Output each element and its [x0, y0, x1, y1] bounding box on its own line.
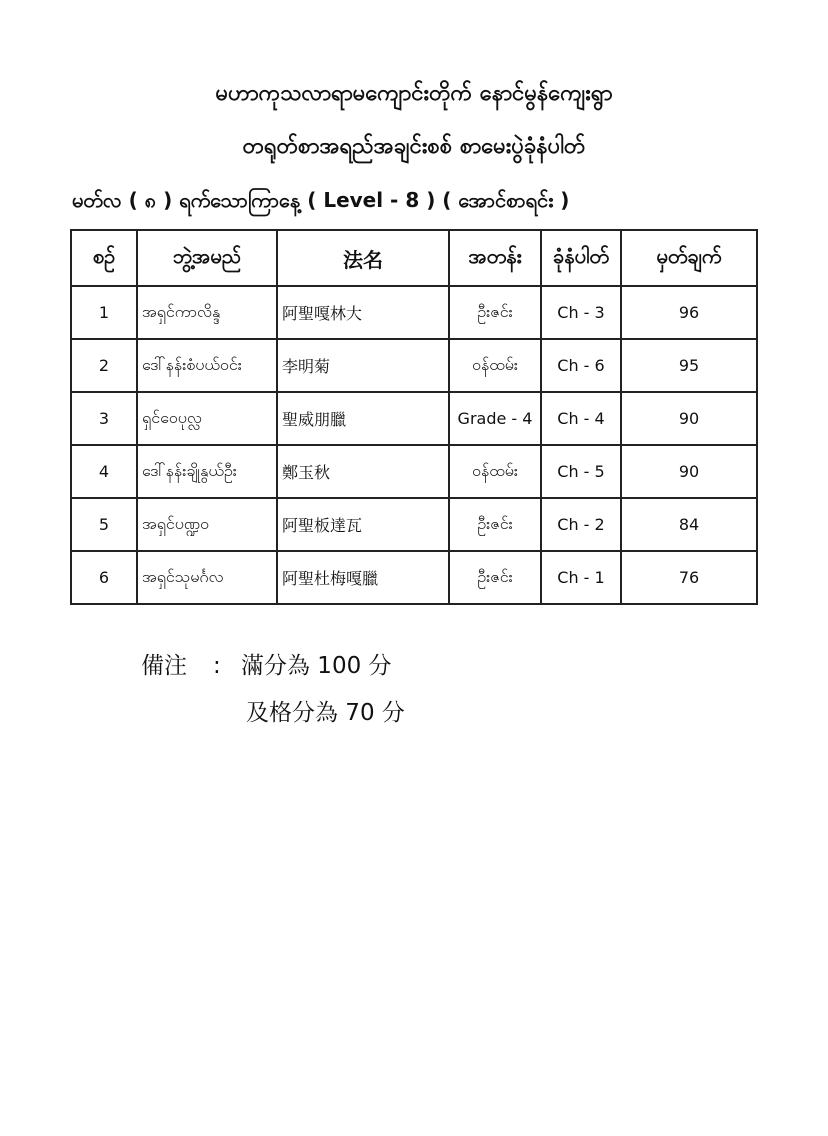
table-row [71, 551, 757, 604]
note-passing-score: 及格分為 70 分 [246, 700, 405, 726]
row-seat: Ch - 4 [541, 392, 621, 445]
row-name-myanmar: ဒေါ်နန်းစံပယ်ဝင်း [137, 339, 277, 392]
row-name-myanmar: အရှင်သုမင်္ဂလ [137, 551, 277, 604]
document-subtitle-title: တရုတ်စာအရည်အချင်းစစ် စာမေးပွဲခုံနံပါတ် [242, 134, 586, 159]
results-table [70, 229, 758, 605]
row-mark: 90 [621, 445, 757, 498]
row-mark: 76 [621, 551, 757, 604]
row-name-myanmar: ဒေါ်နန်းချိုနွယ်ဦး [137, 445, 277, 498]
row-name-chinese: 阿聖嘎林大 [277, 286, 449, 339]
header-title-name: ဘွဲ့အမည် [137, 230, 277, 286]
row-class: ဦးဇင်း [449, 498, 541, 551]
row-mark: 84 [621, 498, 757, 551]
row-class: ဦးဇင်း [449, 551, 541, 604]
row-number: 5 [71, 498, 137, 551]
row-number: 3 [71, 392, 137, 445]
row-seat: Ch - 2 [541, 498, 621, 551]
row-seat: Ch - 5 [541, 445, 621, 498]
header-seat-number: ခုံနံပါတ် [541, 230, 621, 286]
row-number: 2 [71, 339, 137, 392]
row-number: 6 [71, 551, 137, 604]
note-colon: : [213, 653, 221, 679]
note-full-score: 滿分為 100 分 [241, 653, 392, 679]
header-dharma-name: 法名 [277, 230, 449, 286]
row-class: Grade - 4 [449, 392, 541, 445]
row-class: ဝန်ထမ်း [449, 339, 541, 392]
header-class: အတန်း [449, 230, 541, 286]
row-name-chinese: 鄭玉秋 [277, 445, 449, 498]
row-seat: Ch - 1 [541, 551, 621, 604]
row-name-chinese: 聖威朋臘 [277, 392, 449, 445]
row-name-chinese: 阿聖板達瓦 [277, 498, 449, 551]
table-row [71, 339, 757, 392]
note-label: 備注 [141, 653, 187, 679]
table-row [71, 286, 757, 339]
table-row [71, 445, 757, 498]
exam-date-line: မတ်လ ( ၈ ) ရက်သောကြာနေ့ ( Level - 8 ) ( အောင်စာရင်း ) [72, 188, 570, 212]
header-number: စဉ် [71, 230, 137, 286]
row-name-myanmar: အရှင်ပဏ္ဍဝ [137, 498, 277, 551]
table-header-row [71, 230, 757, 286]
row-name-myanmar: ရှင်ဝေပုလ္လ [137, 392, 277, 445]
table-row [71, 498, 757, 551]
row-seat: Ch - 6 [541, 339, 621, 392]
table-row [71, 392, 757, 445]
row-seat: Ch - 3 [541, 286, 621, 339]
row-number: 4 [71, 445, 137, 498]
row-name-myanmar: အရှင်ကာလိန္ဒ [137, 286, 277, 339]
row-class: ဝန်ထမ်း [449, 445, 541, 498]
row-class: ဦးဇင်း [449, 286, 541, 339]
row-mark: 96 [621, 286, 757, 339]
row-name-chinese: 李明菊 [277, 339, 449, 392]
document-title: မဟာကုသလာရာမကျောင်းတိုက် နောင်မွန်ကျေးရွာ [215, 81, 613, 106]
header-remarks: မှတ်ချက် [621, 230, 757, 286]
row-number: 1 [71, 286, 137, 339]
row-mark: 95 [621, 339, 757, 392]
row-name-chinese: 阿聖杜梅嘎臘 [277, 551, 449, 604]
row-mark: 90 [621, 392, 757, 445]
